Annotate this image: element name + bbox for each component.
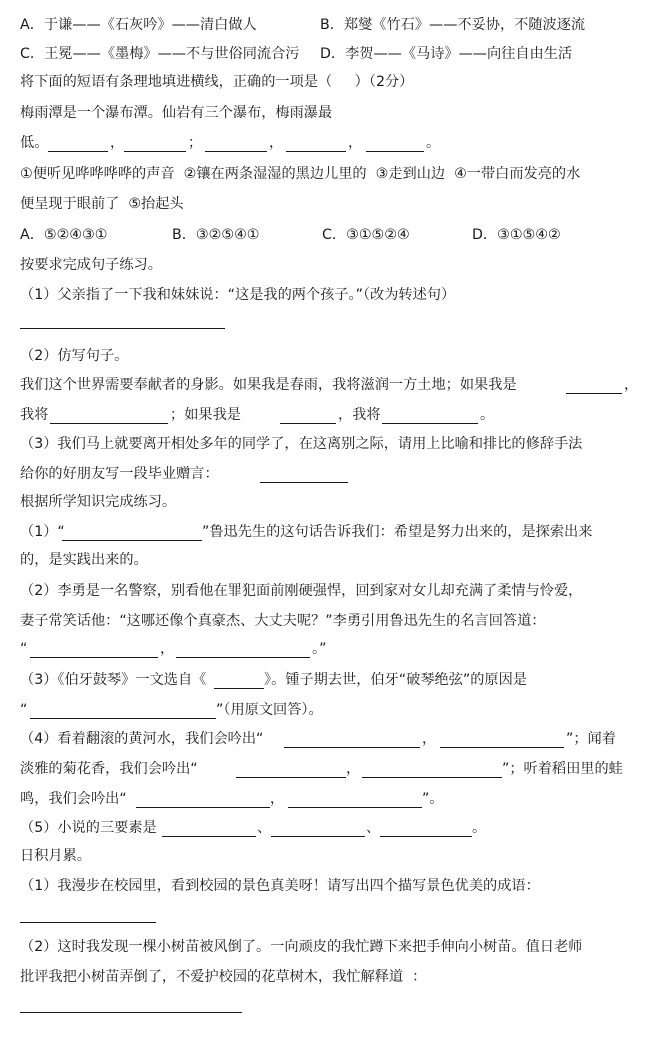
- answer-blank[interactable]: [380, 836, 472, 837]
- punct: ，: [160, 641, 175, 657]
- punct: 、: [257, 820, 272, 836]
- punct: 。”: [312, 641, 327, 657]
- punct: 、: [366, 820, 381, 836]
- answer-blank[interactable]: [214, 688, 264, 689]
- k-question-4-cont: 淡雅的菊花香，我们会吟出“: [20, 761, 198, 777]
- question-3-cont: 给你的好朋友写一段毕业赠言：: [20, 466, 219, 482]
- punct: ，: [422, 731, 437, 747]
- a-question-2: （2）这时我发现一棵小树苗被风倒了。一向顽皮的我忙蹲下来把手伸向小树苗。值日老师: [20, 939, 583, 955]
- punct: 。: [472, 820, 487, 836]
- k-question-1: （1）“: [20, 524, 65, 540]
- k-question-4-tail: ”；闻着: [566, 731, 616, 747]
- k-question-1-rest: ”鲁迅先生的这句话告诉我们：希望是努力出来的，是探索出来: [202, 524, 593, 540]
- answer-blank[interactable]: [176, 657, 310, 658]
- punct: ，: [346, 761, 361, 777]
- punct: ；: [188, 135, 203, 151]
- k-question-3-rest: 》。锺子期去世，伯牙“破琴绝弦”的原因是: [264, 672, 527, 688]
- answer-blank[interactable]: [62, 540, 202, 541]
- answer-blank[interactable]: [362, 777, 502, 778]
- punct: ，: [624, 377, 639, 393]
- punct: ”。: [422, 791, 444, 807]
- answer-blank[interactable]: [30, 718, 216, 719]
- answer-blank[interactable]: [236, 777, 346, 778]
- choice-d: D．③①⑤④②: [472, 227, 561, 243]
- k-question-4: （4）看着翻滚的黄河水，我们会吟出“: [20, 731, 264, 747]
- k-question-1-cont: 的，是实践出来的。: [20, 552, 148, 568]
- choice-c: C．③①⑤②④: [322, 227, 410, 243]
- answer-blank[interactable]: [286, 151, 346, 152]
- punct: ，我将: [338, 407, 381, 423]
- punct: ，: [110, 135, 125, 151]
- punct: 。: [480, 407, 495, 423]
- k-question-4-cont: 鸣，我们会吟出“: [20, 791, 127, 807]
- answer-blank[interactable]: [136, 807, 270, 808]
- imitation-line-2: 我将: [20, 407, 49, 423]
- answer-line[interactable]: [20, 1012, 242, 1013]
- punct: “: [20, 641, 28, 657]
- choice-b: B．③②⑤④①: [172, 227, 260, 243]
- k-question-3-tail: ”（用原文回答）。: [216, 702, 323, 718]
- section-heading: 日积月累。: [20, 848, 91, 864]
- question-stem: 将下面的短语有条理地填进横线，正确的一项是（ ）（2分）: [20, 74, 414, 90]
- section-heading: 根据所学知识完成练习。: [20, 494, 177, 510]
- punct: ；如果我是: [170, 407, 241, 423]
- imitation-line-1: 我们这个世界需要奉献者的身影。如果我是春雨，我将滋润一方土地；如果我是: [20, 377, 517, 393]
- option-c: C．王冕——《墨梅》——不与世俗同流合污: [20, 46, 300, 62]
- punct: ，: [348, 135, 363, 151]
- section-heading: 按要求完成句子练习。: [20, 257, 162, 273]
- answer-blank[interactable]: [124, 151, 186, 152]
- passage-line: 梅雨潭是一个瀑布潭。仙岩有三个瀑布，梅雨瀑最: [20, 105, 333, 121]
- a-question-1: （1）我漫步在校园里，看到校园的景色真美呀！请写出四个描写景色优美的成语：: [20, 878, 540, 894]
- answer-blank[interactable]: [162, 836, 256, 837]
- answer-blank[interactable]: [366, 151, 424, 152]
- a-question-2-cont: 批评我把小树苗弄倒了，不爱护校园的花草树木，我忙解释道 ：: [20, 969, 427, 985]
- question-1: （1）父亲指了一下我和妹妹说：“这是我的两个孩子。”（改为转述句）: [20, 287, 456, 303]
- answer-blank[interactable]: [284, 747, 420, 748]
- passage-line-blanks: 低。: [20, 135, 49, 151]
- answer-line[interactable]: [20, 922, 156, 923]
- answer-blank[interactable]: [260, 482, 348, 483]
- k-question-2-cont: 妻子常笑话他：“这哪还像个真豪杰、大丈夫呢？”李勇引用鲁迅先生的名言回答道：: [20, 613, 546, 629]
- k-question-2: （2）李勇是一名警察，别看他在罪犯面前刚硬强悍，回到家对女儿却充满了柔情与怜爱，: [20, 583, 583, 599]
- answer-blank[interactable]: [271, 836, 365, 837]
- option-b: B．郑燮《竹石》——不妥协，不随波逐流: [320, 17, 586, 33]
- option-a: A．于谦——《石灰吟》——清白做人: [20, 17, 257, 33]
- answer-blank[interactable]: [288, 807, 422, 808]
- k-question-4-tail: ”；听着稻田里的蛙: [502, 761, 623, 777]
- question-3: （3）我们马上就要离开相处多年的同学了，在这离别之际，请用上比喻和排比的修辞手法: [20, 436, 583, 452]
- punct: “: [20, 702, 28, 718]
- option-d: D．李贺——《马诗》——向往自由生活: [320, 46, 573, 62]
- answer-line[interactable]: [20, 328, 225, 329]
- punct: ，: [270, 791, 285, 807]
- phrases-line: 便呈现于眼前了 ⑤抬起头: [20, 196, 184, 212]
- answer-blank[interactable]: [382, 423, 478, 424]
- answer-blank[interactable]: [50, 423, 168, 424]
- answer-blank[interactable]: [205, 151, 267, 152]
- answer-blank[interactable]: [566, 393, 622, 394]
- punct: 。: [426, 135, 441, 151]
- punct: ，: [269, 135, 284, 151]
- answer-blank[interactable]: [280, 423, 336, 424]
- choice-a: A．⑤②④③①: [20, 227, 108, 243]
- k-question-3: （3）《伯牙鼓琴》一文选自《: [20, 672, 207, 688]
- question-2: （2）仿写句子。: [20, 348, 129, 364]
- answer-blank[interactable]: [440, 747, 564, 748]
- answer-blank[interactable]: [30, 657, 158, 658]
- k-question-5: （5）小说的三要素是: [20, 820, 157, 836]
- phrases-line: ①便听见哗哗哗哗的声音 ②镶在两条湿湿的黑边儿里的 ③走到山边 ④一带白而发亮的水: [20, 166, 581, 182]
- answer-blank[interactable]: [48, 151, 108, 152]
